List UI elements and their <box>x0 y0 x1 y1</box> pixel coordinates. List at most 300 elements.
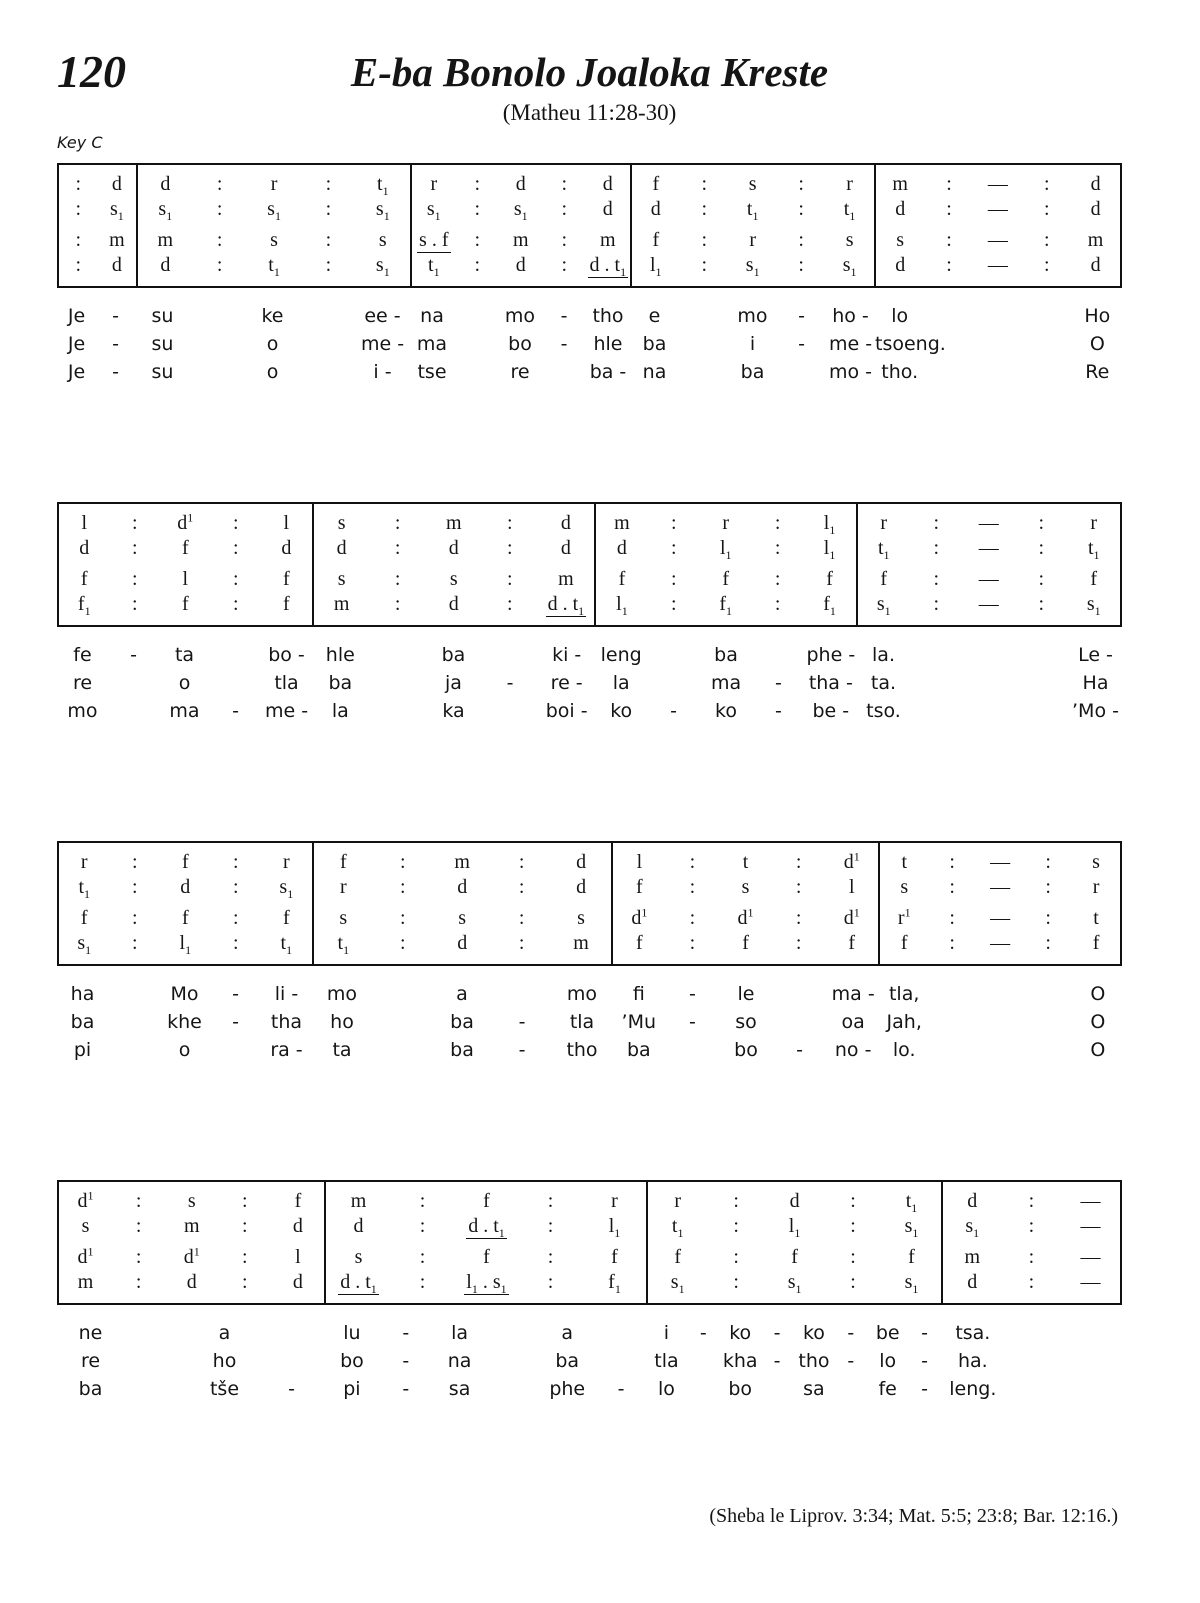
lyric-syllable: ke <box>261 305 284 327</box>
note-token: d <box>967 1190 978 1212</box>
lyric-syllable: Ha <box>1082 672 1109 694</box>
held-note-dash: — <box>978 537 999 559</box>
lyric-measure <box>312 697 595 725</box>
lyric-syllable: tla, <box>888 983 920 1005</box>
hymn-title: E-ba Bonolo Joaloka Kreste <box>350 49 829 95</box>
note-token: $t_1$ <box>671 1215 684 1240</box>
empty-beat <box>963 641 1016 669</box>
syllable-hyphen: - <box>112 361 119 383</box>
lyric-syllable: ho <box>330 1011 354 1033</box>
lyric-syllable: me - <box>360 333 405 355</box>
empty-beat <box>108 1036 159 1064</box>
lyric-syllable: ba <box>70 1011 95 1033</box>
beat-separator: : <box>774 537 781 559</box>
notation-system <box>57 163 1122 288</box>
voice-row <box>880 850 1120 875</box>
beat-separator: : <box>933 568 940 590</box>
note-token: s <box>449 568 458 590</box>
note-token: m <box>333 593 350 615</box>
beat-separator: : <box>518 932 525 954</box>
lyric-measure <box>875 302 1122 330</box>
lyric-syllable: re - <box>550 672 583 694</box>
lyric-measure <box>857 697 1122 725</box>
note-token: $t_1$ <box>905 1190 918 1215</box>
note-token: d <box>515 254 526 276</box>
voice-row <box>138 228 410 253</box>
key-signature: Key C <box>57 133 103 152</box>
voice-row <box>59 172 136 197</box>
measure <box>874 165 1120 286</box>
measure <box>878 843 1120 964</box>
lyric-syllable: tla <box>654 1350 679 1372</box>
empty-beat <box>685 1347 722 1375</box>
measure <box>646 1182 940 1303</box>
voice-row <box>858 567 1121 592</box>
lyric-measure <box>880 980 1122 1008</box>
beat-separator: : <box>1038 568 1045 590</box>
lyric-syllable: ta. <box>870 672 897 694</box>
note-token: d <box>650 198 661 220</box>
empty-beat <box>454 302 498 330</box>
lyric-measure <box>57 980 312 1008</box>
note-token: r <box>1092 876 1100 898</box>
note-token: m <box>350 1190 367 1212</box>
hymn-header <box>57 46 1122 154</box>
measure <box>856 504 1121 625</box>
syllable-hyphen: - <box>288 1378 295 1400</box>
voice-row <box>59 228 136 253</box>
lyric-syllable: bo - <box>268 644 305 666</box>
lyric-line <box>57 1347 1122 1375</box>
lyric-syllable: ko <box>802 1322 825 1344</box>
note-token <box>454 1214 518 1239</box>
beat-separator: : <box>850 1190 856 1212</box>
note-token: m <box>600 229 616 251</box>
note-token: s <box>337 568 346 590</box>
note-token: l <box>81 512 88 534</box>
lyric-syllable: be - <box>812 700 850 722</box>
lyric-syllable: ba <box>555 1350 580 1372</box>
syllable-hyphen: - <box>774 672 782 694</box>
slurred-note-group: s . f <box>419 229 449 251</box>
lyric-syllable: lo <box>879 1350 897 1372</box>
voice-row <box>613 906 878 931</box>
note-token: s <box>1092 851 1100 873</box>
voice-row <box>59 906 312 931</box>
lyric-measure <box>857 669 1122 697</box>
beat-separator: : <box>1038 512 1045 534</box>
note-token <box>454 1270 518 1295</box>
syllable-hyphen: - <box>402 1378 410 1400</box>
beat-separator: : <box>733 1190 739 1212</box>
voice-row <box>876 228 1120 253</box>
lyric-syllable: bo <box>728 1378 753 1400</box>
voice-row <box>326 1214 646 1239</box>
note-token: m <box>513 229 529 251</box>
notation-system <box>57 1180 1122 1305</box>
note-token: m <box>892 173 908 195</box>
lyric-measure <box>943 1319 1122 1347</box>
empty-beat <box>1025 980 1073 1008</box>
beat-separator: : <box>233 907 239 929</box>
beat-separator: : <box>507 512 513 534</box>
lyric-syllable: ba <box>78 1378 103 1400</box>
lyric-measure <box>57 1347 325 1375</box>
beat-separator: : <box>518 851 525 873</box>
empty-beat <box>647 641 699 669</box>
lyric-syllable: mo <box>67 700 98 722</box>
lyric-line <box>57 358 1122 386</box>
empty-beat <box>124 1375 191 1403</box>
empty-beat <box>1016 641 1069 669</box>
lyric-measure <box>312 641 595 669</box>
beat-separator: : <box>547 1215 554 1237</box>
voice-row <box>138 253 410 278</box>
lyric-measure <box>325 1319 648 1347</box>
empty-beat <box>679 330 728 358</box>
measure <box>59 504 312 625</box>
beat-separator: : <box>933 537 940 559</box>
note-token: r <box>674 1190 682 1212</box>
empty-beat <box>1025 1036 1073 1064</box>
note-token: f <box>294 1190 302 1212</box>
note-token: m <box>183 1215 200 1237</box>
empty-beat <box>773 1008 827 1036</box>
empty-beat <box>977 1008 1025 1036</box>
beat-separator: : <box>798 198 804 220</box>
note-token: t <box>901 851 908 873</box>
empty-beat <box>594 1319 648 1347</box>
note-token: f <box>181 907 189 929</box>
empty-beat <box>928 1008 976 1036</box>
note-token: $d^1$ <box>631 905 648 929</box>
voice-row <box>412 172 630 197</box>
lyric-measure <box>312 1036 612 1064</box>
lyric-measure <box>648 1375 943 1403</box>
lyric-syllable: mo <box>566 983 598 1005</box>
lyric-measure <box>135 302 410 330</box>
notation-lyrics-block <box>57 163 1122 386</box>
measure <box>594 504 856 625</box>
voice-row <box>59 850 312 875</box>
beat-separator: : <box>399 932 406 954</box>
syllable-hyphen: - <box>796 1039 803 1061</box>
lyric-syllable: tše <box>209 1378 240 1400</box>
beat-separator: : <box>701 173 707 195</box>
syllable-hyphen: - <box>130 644 137 666</box>
voice-row <box>596 592 856 617</box>
beat-separator: : <box>561 254 568 276</box>
beat-separator: : <box>795 932 802 954</box>
lyric-syllable: ho - <box>832 305 869 327</box>
lyric-syllable: o <box>178 1039 191 1061</box>
beat-separator: : <box>671 512 677 534</box>
lyric-syllable: Le - <box>1078 644 1113 666</box>
lyric-measure <box>612 1036 880 1064</box>
lyric-syllable: o <box>178 672 191 694</box>
empty-beat <box>486 1347 540 1375</box>
lyric-measure <box>880 1036 1122 1064</box>
note-token: $s_1$ <box>109 198 124 223</box>
lyric-measure <box>57 697 312 725</box>
lyric-syllable: leng <box>600 644 642 666</box>
beat-separator: : <box>233 537 239 559</box>
syllable-hyphen: - <box>688 1011 696 1033</box>
note-token: $l_1$ <box>719 537 732 562</box>
note-token: d <box>160 173 171 195</box>
lyric-syllable: ’Mu <box>621 1011 657 1033</box>
beat-separator: : <box>233 568 239 590</box>
note-token: m <box>445 512 462 534</box>
note-token: $t_1$ <box>280 932 293 957</box>
lyric-syllable: lo <box>657 1378 675 1400</box>
beat-separator: : <box>798 173 804 195</box>
lyric-syllable: mo <box>737 305 768 327</box>
note-token: d <box>111 173 122 195</box>
note-token: $f_1$ <box>77 593 91 618</box>
lyric-line <box>57 1319 1122 1347</box>
lyric-syllable: tla <box>274 672 299 694</box>
voice-row <box>138 172 410 197</box>
lyric-measure <box>312 980 612 1008</box>
slurred-note-group: d . $t_1$ <box>589 254 627 279</box>
voice-row <box>59 592 312 617</box>
lyric-measure <box>648 1319 943 1347</box>
lyric-syllable: ka <box>442 700 465 722</box>
voice-row <box>59 931 312 956</box>
note-token: f <box>652 173 660 195</box>
lyric-syllable: hle <box>325 644 355 666</box>
note-token: $d^1$ <box>843 905 860 929</box>
beat-separator: : <box>933 593 940 615</box>
beat-separator: : <box>547 1246 554 1268</box>
syllable-hyphen: - <box>560 333 568 355</box>
note-token: f <box>181 851 189 873</box>
note-token: $d^1$ <box>183 1244 200 1268</box>
lyric-measure <box>943 1347 1122 1375</box>
beat-separator: : <box>1045 932 1051 954</box>
lyric-measure <box>612 1008 880 1036</box>
note-token: f <box>900 932 908 954</box>
lyric-syllable: o <box>266 361 279 383</box>
note-token: l <box>848 876 855 898</box>
empty-beat <box>924 358 973 386</box>
syllable-hyphen: - <box>921 1350 928 1372</box>
empty-beat <box>1062 1375 1122 1403</box>
note-token: $s_1$ <box>267 198 281 223</box>
beat-separator: : <box>850 1215 856 1237</box>
beat-separator: : <box>949 876 955 898</box>
syllable-hyphen: - <box>617 1378 625 1400</box>
voice-row <box>59 511 312 536</box>
note-token: f <box>282 593 290 615</box>
note-token: s <box>270 229 278 251</box>
empty-beat <box>369 669 426 697</box>
lyric-syllable: re <box>80 1350 101 1372</box>
slurred-note-group: d . $t_1$ <box>340 1271 377 1296</box>
note-token: f <box>483 1246 490 1268</box>
measure <box>59 1182 324 1303</box>
note-token: r <box>430 173 438 195</box>
held-note-dash: — <box>990 932 1011 954</box>
lyric-syllable: ne <box>78 1322 103 1344</box>
note-token: $t_1$ <box>78 876 91 901</box>
lyric-syllable: fe <box>878 1378 897 1400</box>
voice-row <box>596 511 856 536</box>
note-token: d <box>602 173 613 195</box>
lyric-syllable: ha. <box>957 1350 988 1372</box>
beat-separator: : <box>233 593 239 615</box>
beat-separator: : <box>1038 593 1045 615</box>
empty-beat <box>486 1319 540 1347</box>
lyric-line <box>57 1008 1122 1036</box>
beat-separator: : <box>795 851 802 873</box>
beat-separator: : <box>547 1190 554 1212</box>
note-token: s <box>81 1215 90 1237</box>
empty-beat <box>369 697 426 725</box>
lyric-syllable: la <box>612 672 630 694</box>
lyric-syllable: ta <box>174 644 195 666</box>
lyric-measure <box>595 669 857 697</box>
lyric-syllable: me - <box>264 700 309 722</box>
note-token: l <box>636 851 643 873</box>
beat-separator: : <box>394 537 401 559</box>
note-token: l <box>295 1246 301 1268</box>
held-note-dash: — <box>990 876 1011 898</box>
note-token: $s_1$ <box>965 1215 980 1240</box>
syllable-hyphen: - <box>112 305 119 327</box>
beat-separator: : <box>135 1215 142 1237</box>
syllable-hyphen: - <box>847 1350 855 1372</box>
hymn-number: 120 <box>57 46 126 97</box>
lyric-syllable: O <box>1090 983 1106 1005</box>
voice-row <box>314 875 611 900</box>
empty-beat <box>1016 697 1069 725</box>
beat-separator: : <box>419 1190 426 1212</box>
lyric-syllable: no - <box>834 1039 872 1061</box>
empty-beat <box>1016 669 1069 697</box>
held-note-dash: — <box>987 173 1008 195</box>
note-token: $l_1$ <box>649 254 662 279</box>
empty-beat <box>910 697 963 725</box>
lyric-syllable: Je <box>67 361 86 383</box>
syllable-hyphen: - <box>921 1378 928 1400</box>
held-note-dash: — <box>987 229 1008 251</box>
beat-separator: : <box>701 198 707 220</box>
note-token: d <box>1090 198 1101 220</box>
beat-separator: : <box>774 568 781 590</box>
lyric-measure <box>630 358 875 386</box>
lyric-measure <box>57 1319 325 1347</box>
empty-beat <box>666 1036 720 1064</box>
empty-beat <box>594 1347 648 1375</box>
lyric-syllable: phe - <box>806 644 856 666</box>
lyric-line <box>57 980 1122 1008</box>
beat-separator: : <box>325 229 332 251</box>
notation-lyrics-block <box>57 841 1122 1064</box>
voice-row <box>59 567 312 592</box>
held-note-dash: — <box>987 198 1008 220</box>
beat-separator: : <box>325 254 332 276</box>
note-token: m <box>558 568 574 590</box>
lyric-syllable: ba <box>740 361 765 383</box>
note-token: $d^1$ <box>77 1244 94 1268</box>
empty-beat <box>190 358 245 386</box>
lyric-syllable: ee - <box>364 305 401 327</box>
beat-separator: : <box>507 537 513 559</box>
empty-beat <box>1003 1375 1063 1403</box>
beat-separator: : <box>242 1271 248 1293</box>
beat-separator: : <box>733 1271 739 1293</box>
note-token: d <box>576 876 587 898</box>
beat-separator: : <box>216 229 223 251</box>
note-token: $t_1$ <box>843 198 856 223</box>
lyrics-group <box>57 302 1122 386</box>
beat-separator: : <box>798 229 804 251</box>
note-token: f <box>908 1246 915 1268</box>
measure <box>324 1182 646 1303</box>
note-token: s <box>458 907 467 929</box>
lyric-measure <box>630 302 875 330</box>
note-token: $t_1$ <box>877 537 890 562</box>
note-token: $s_1$ <box>745 254 760 279</box>
note-token: $t_1$ <box>428 254 440 279</box>
voice-row <box>314 906 611 931</box>
lyric-syllable: kha <box>722 1350 758 1372</box>
lyric-syllable: a <box>456 983 468 1005</box>
beat-separator: : <box>75 173 82 195</box>
note-token: d <box>186 1271 197 1293</box>
voice-row <box>648 1214 940 1239</box>
lyric-line <box>57 697 1122 725</box>
voice-row <box>880 906 1120 931</box>
empty-beat <box>910 641 963 669</box>
lyric-syllable: mo <box>326 983 358 1005</box>
empty-beat <box>963 697 1016 725</box>
lyrics-group <box>57 980 1122 1064</box>
lyric-syllable: fi <box>632 983 645 1005</box>
empty-beat <box>300 302 355 330</box>
note-token: m <box>454 851 470 873</box>
note-token: f <box>791 1246 798 1268</box>
empty-beat <box>1003 1347 1063 1375</box>
note-token: s <box>896 229 905 251</box>
note-token: f <box>181 537 189 559</box>
lyric-syllable: phe <box>549 1378 586 1400</box>
beat-separator: : <box>733 1215 739 1237</box>
lyric-measure <box>325 1375 648 1403</box>
lyric-measure <box>312 1008 612 1036</box>
lyric-syllable: lu <box>343 1322 361 1344</box>
note-token: $d^1$ <box>177 510 194 534</box>
beat-separator: : <box>933 512 940 534</box>
beat-separator: : <box>689 932 696 954</box>
lyric-measure <box>595 641 857 669</box>
held-note-dash: — <box>990 851 1011 873</box>
note-token: $l_1$ <box>179 932 192 957</box>
lyric-syllable: ba - <box>589 361 627 383</box>
note-token: m <box>964 1246 981 1268</box>
lyric-syllable: ba <box>450 1039 474 1061</box>
beat-separator: : <box>131 932 138 954</box>
note-token: s <box>337 512 346 534</box>
syllable-hyphen: - <box>232 700 239 722</box>
lyric-measure <box>410 302 630 330</box>
lyric-syllable: bo <box>340 1350 364 1372</box>
lyric-syllable: me - <box>828 333 873 355</box>
note-token: f <box>483 1190 490 1212</box>
note-token: r <box>282 851 290 873</box>
